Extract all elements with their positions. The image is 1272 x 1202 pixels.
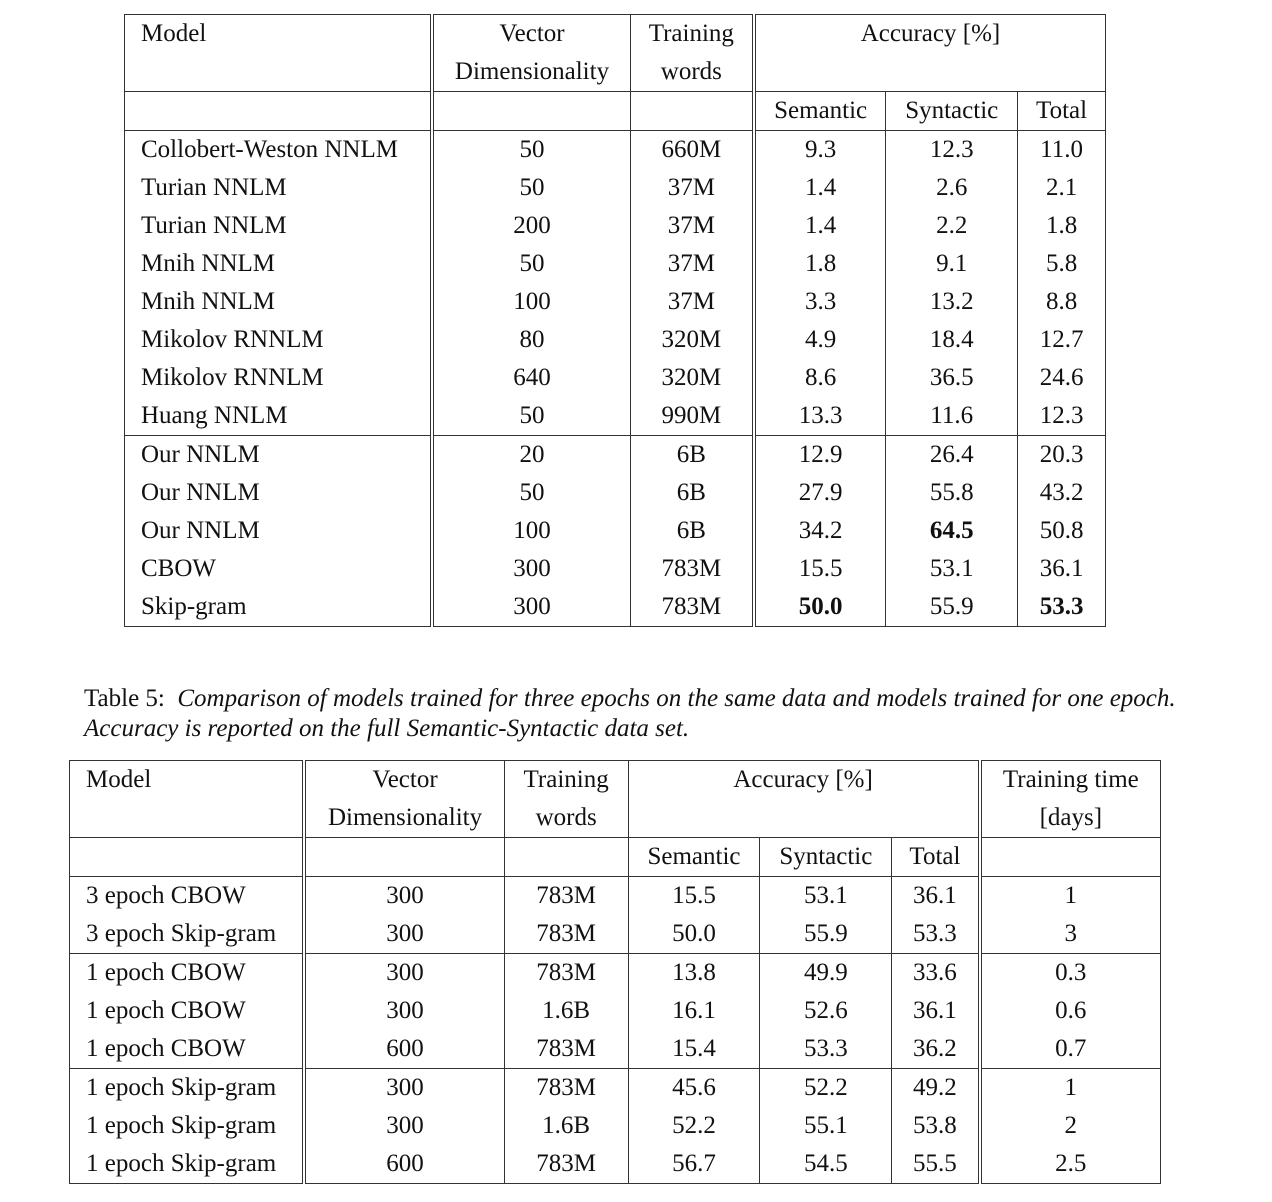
syntactic-cell: 11.6 (886, 397, 1018, 436)
semantic-cell: 9.3 (754, 131, 886, 170)
dimensionality-cell: 50 (432, 131, 630, 170)
syntactic-cell: 55.8 (886, 474, 1018, 512)
syntactic-cell: 12.3 (886, 131, 1018, 170)
semantic-cell: 1.4 (754, 207, 886, 245)
training-words-cell: 6B (630, 512, 754, 550)
model-cell: 1 epoch CBOW (70, 992, 305, 1030)
syntactic-cell: 2.2 (886, 207, 1018, 245)
total-cell: 55.5 (892, 1145, 980, 1184)
semantic-cell: 12.9 (754, 436, 886, 475)
blank-cell (70, 838, 305, 877)
training-words-cell: 320M (630, 321, 754, 359)
syntactic-cell: 53.1 (886, 550, 1018, 588)
total-cell: 24.6 (1039, 364, 1084, 391)
model-cell: Our NNLM (125, 512, 433, 550)
model-cell: Skip-gram (125, 588, 433, 627)
syntactic-cell: 18.4 (886, 321, 1018, 359)
total-cell: 53.3 (1039, 593, 1084, 620)
training-words-cell: 783M (504, 1030, 628, 1069)
model-cell: 1 epoch CBOW (70, 954, 305, 993)
table-row (70, 1145, 1161, 1184)
syntactic-cell: 9.1 (886, 245, 1018, 283)
header-row (125, 15, 1106, 92)
semantic-cell: 1.4 (754, 169, 886, 207)
total-cell: 20.3 (1039, 441, 1084, 468)
training-words-cell: 37M (630, 245, 754, 283)
model-cell: 1 epoch Skip-gram (70, 1145, 305, 1184)
dimensionality-cell: 50 (432, 397, 630, 436)
accuracy-header: Accuracy [%] (628, 761, 980, 838)
dimensionality-cell: 300 (304, 954, 504, 993)
model-cell: 3 epoch Skip-gram (70, 915, 305, 954)
dimensionality-cell: 20 (432, 436, 630, 475)
blank-cell (630, 92, 754, 131)
dimensionality-cell: 300 (304, 1107, 504, 1145)
dimensionality-cell: 50 (432, 245, 630, 283)
dimensionality-cell: 300 (304, 1069, 504, 1108)
subheader-row (125, 92, 1106, 131)
semantic-cell: 15.5 (754, 550, 886, 588)
semantic-cell: 27.9 (754, 474, 886, 512)
total-cell: 2.1 (1045, 174, 1078, 201)
total-cell: 53.3 (892, 915, 980, 954)
table-row (125, 283, 1106, 321)
training-words-cell: 37M (630, 169, 754, 207)
semantic-cell: 4.9 (754, 321, 886, 359)
semantic-cell: 1.8 (754, 245, 886, 283)
model-cell: Mikolov RNNLM (125, 321, 433, 359)
dimensionality-cell: 50 (432, 474, 630, 512)
table-caption (84, 684, 1184, 744)
total-cell: 49.2 (892, 1069, 980, 1108)
dimensionality-cell: 300 (432, 550, 630, 588)
dimensionality-cell: 200 (432, 207, 630, 245)
dimensionality-cell: 80 (432, 321, 630, 359)
model-cell: Turian NNLM (125, 169, 433, 207)
dimensionality-cell: 300 (304, 992, 504, 1030)
model-header: Model (125, 15, 433, 92)
syntactic-cell: 52.2 (760, 1069, 892, 1108)
caption-label: Table 5: (84, 685, 165, 712)
training-words-cell: 783M (630, 588, 754, 627)
syntactic-cell: 52.6 (760, 992, 892, 1030)
table-row (125, 245, 1106, 283)
training-words-header: Training words (504, 761, 628, 838)
accuracy-header: Accuracy [%] (754, 15, 1106, 92)
training-words-cell: 1.6B (504, 992, 628, 1030)
training-time-cell: 0.6 (1055, 997, 1087, 1024)
total-header: Total (1018, 92, 1106, 131)
semantic-header: Semantic (754, 92, 886, 131)
table-row (125, 169, 1106, 207)
syntactic-cell: 64.5 (886, 512, 1018, 550)
caption-text: Comparison of models trained for three epochs on the same data and models trained for one epoch. Accuracy is reported on the full Semantic-Syntactic data set. (84, 685, 1176, 742)
table-row (125, 588, 1106, 627)
syntactic-cell: 2.6 (886, 169, 1018, 207)
syntactic-header: Syntactic (760, 838, 892, 877)
syntactic-cell: 54.5 (760, 1145, 892, 1184)
table-row (70, 877, 1161, 916)
training-time-cell: 3 (980, 915, 1161, 954)
table-row (125, 131, 1106, 170)
syntactic-header: Syntactic (886, 92, 1018, 131)
table-row (70, 1030, 1161, 1069)
training-words-cell: 660M (630, 131, 754, 170)
semantic-header: Semantic (628, 838, 760, 877)
model-cell: Mnih NNLM (125, 245, 433, 283)
training-words-cell: 6B (630, 474, 754, 512)
semantic-cell: 52.2 (628, 1107, 760, 1145)
dimensionality-cell: 100 (432, 512, 630, 550)
table-row (125, 512, 1106, 550)
training-words-cell: 783M (504, 1145, 628, 1184)
comparison-table-bottom (69, 760, 1161, 1184)
syntactic-cell: 36.5 (886, 359, 1018, 397)
semantic-cell: 13.3 (754, 397, 886, 436)
total-cell: 36.2 (892, 1030, 980, 1069)
dimensionality-cell: 300 (304, 915, 504, 954)
table-row (70, 1069, 1161, 1108)
table-row (70, 954, 1161, 993)
training-words-cell: 37M (630, 283, 754, 321)
total-cell: 12.3 (1018, 397, 1106, 436)
syntactic-cell: 49.9 (760, 954, 892, 993)
training-time-cell: 0.7 (980, 1030, 1161, 1069)
training-time-header: Training time [days] (980, 761, 1161, 838)
training-words-cell: 783M (630, 550, 754, 588)
semantic-cell: 45.6 (628, 1069, 760, 1108)
total-header: Total (892, 838, 980, 877)
total-cell: 33.6 (892, 954, 980, 993)
blank-cell (432, 92, 630, 131)
training-time-cell: 0.3 (1055, 959, 1087, 986)
semantic-cell: 15.5 (628, 877, 760, 916)
total-cell: 1.8 (1045, 212, 1078, 239)
dimensionality-cell: 50 (432, 169, 630, 207)
syntactic-cell: 55.9 (760, 915, 892, 954)
subheader-row (70, 838, 1161, 877)
dimensionality-cell: 300 (304, 877, 504, 916)
total-cell: 43.2 (1039, 479, 1084, 506)
total-cell: 36.1 (892, 992, 980, 1030)
training-time-cell: 2.5 (1055, 1150, 1087, 1177)
dimensionality-header: Vector Dimensionality (432, 15, 630, 92)
semantic-cell: 13.8 (628, 954, 760, 993)
dimensionality-cell: 600 (304, 1030, 504, 1069)
training-time-cell: 1 (1064, 882, 1078, 909)
semantic-cell: 56.7 (628, 1145, 760, 1184)
training-words-cell: 783M (504, 877, 628, 916)
table-row (125, 359, 1106, 397)
total-cell: 36.1 (1039, 555, 1084, 582)
model-cell: Mnih NNLM (125, 283, 433, 321)
training-words-cell: 320M (630, 359, 754, 397)
training-words-cell: 990M (630, 397, 754, 436)
training-time-cell: 2 (1064, 1112, 1078, 1139)
syntactic-cell: 26.4 (886, 436, 1018, 475)
blank-cell (304, 838, 504, 877)
model-cell: Our NNLM (125, 474, 433, 512)
table-row (125, 397, 1106, 436)
comparison-table-top (124, 14, 1106, 627)
training-words-cell: 1.6B (504, 1107, 628, 1145)
training-words-header: Training words (630, 15, 754, 92)
model-cell: Turian NNLM (125, 207, 433, 245)
syntactic-cell: 55.1 (760, 1107, 892, 1145)
syntactic-cell: 53.1 (760, 877, 892, 916)
training-time-cell: 1 (1064, 1074, 1078, 1101)
training-words-cell: 783M (504, 954, 628, 993)
dimensionality-header: Vector Dimensionality (304, 761, 504, 838)
semantic-cell: 16.1 (628, 992, 760, 1030)
model-cell: Mikolov RNNLM (125, 359, 433, 397)
table-row (70, 992, 1161, 1030)
model-cell: 3 epoch CBOW (70, 877, 305, 916)
header-row (70, 761, 1161, 838)
model-cell: Collobert-Weston NNLM (125, 131, 433, 170)
model-cell: 1 epoch Skip-gram (70, 1107, 305, 1145)
total-cell: 8.8 (1045, 288, 1078, 315)
model-cell: 1 epoch CBOW (70, 1030, 305, 1069)
table-row (125, 474, 1106, 512)
dimensionality-cell: 640 (432, 359, 630, 397)
model-cell: Our NNLM (125, 436, 433, 475)
total-cell: 11.0 (1040, 136, 1083, 163)
total-cell: 12.7 (1039, 326, 1084, 353)
table-row (70, 1107, 1161, 1145)
dimensionality-cell: 300 (432, 588, 630, 627)
model-cell: 1 epoch Skip-gram (70, 1069, 305, 1108)
total-cell: 53.8 (892, 1107, 980, 1145)
training-words-cell: 783M (504, 1069, 628, 1108)
total-cell: 36.1 (892, 877, 980, 916)
syntactic-cell: 13.2 (886, 283, 1018, 321)
table-row (70, 915, 1161, 954)
semantic-cell: 3.3 (754, 283, 886, 321)
syntactic-cell: 55.9 (886, 588, 1018, 627)
semantic-cell: 50.0 (754, 588, 886, 627)
total-cell: 50.8 (1039, 517, 1084, 544)
model-cell: Huang NNLM (125, 397, 433, 436)
table-row (125, 321, 1106, 359)
semantic-cell: 15.4 (628, 1030, 760, 1069)
training-words-cell: 6B (630, 436, 754, 475)
table-row (125, 207, 1106, 245)
semantic-cell: 34.2 (754, 512, 886, 550)
dimensionality-cell: 100 (432, 283, 630, 321)
semantic-cell: 50.0 (628, 915, 760, 954)
total-cell: 5.8 (1045, 250, 1078, 277)
table-row (125, 550, 1106, 588)
model-header: Model (70, 761, 305, 838)
semantic-cell: 8.6 (754, 359, 886, 397)
training-words-cell: 37M (630, 207, 754, 245)
model-cell: CBOW (125, 550, 433, 588)
blank-cell (504, 838, 628, 877)
training-words-cell: 783M (504, 915, 628, 954)
blank-cell (980, 838, 1161, 877)
blank-cell (125, 92, 433, 131)
table-row (125, 436, 1106, 475)
dimensionality-cell: 600 (304, 1145, 504, 1184)
syntactic-cell: 53.3 (760, 1030, 892, 1069)
